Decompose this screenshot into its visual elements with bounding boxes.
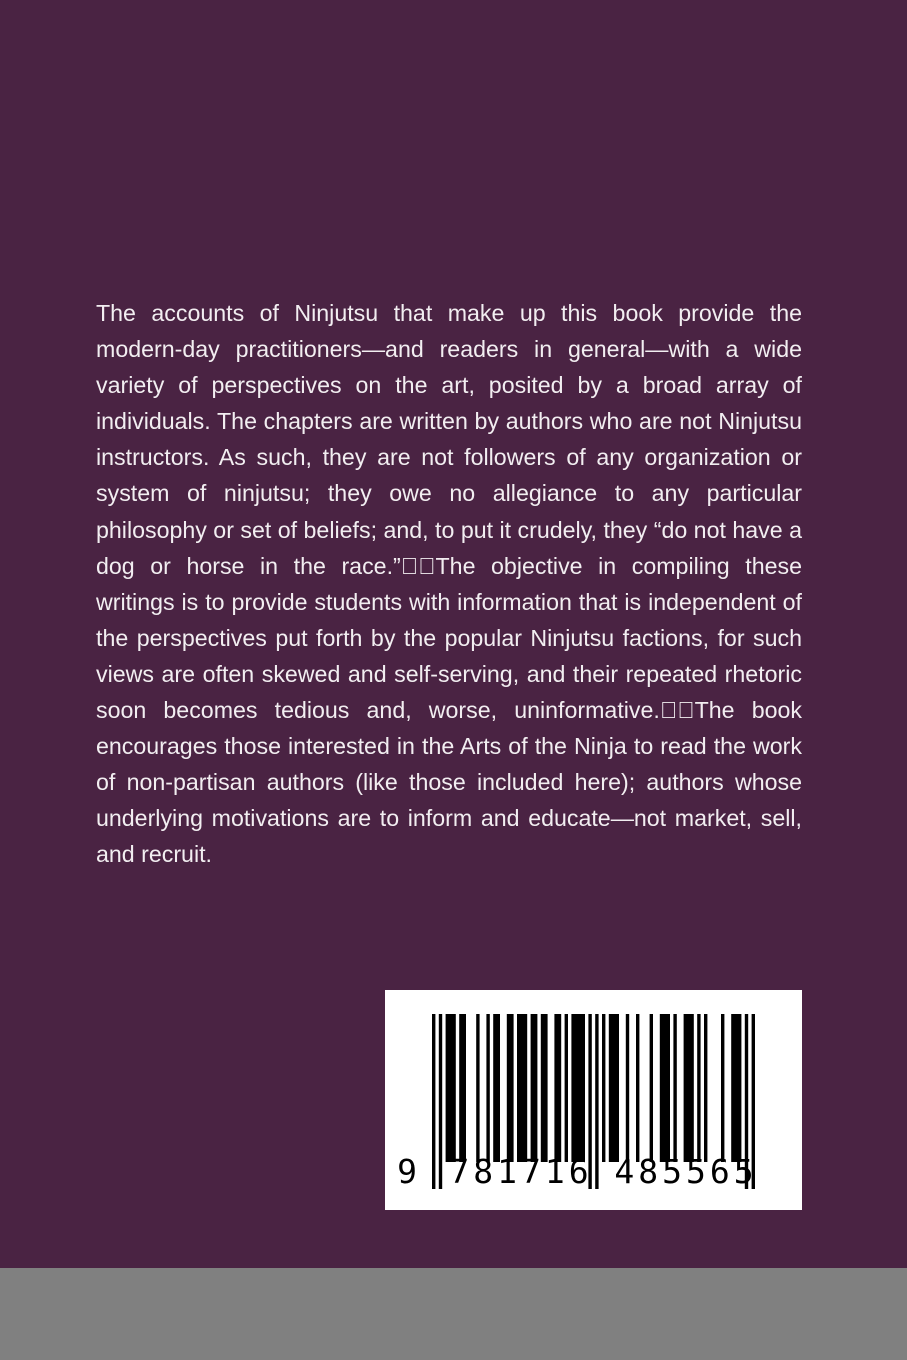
barcode-bar (507, 1014, 514, 1162)
barcode-bar (650, 1014, 653, 1162)
barcode-digit-first: 9 (397, 1152, 417, 1191)
barcode-digits-right: 485565 (614, 1152, 758, 1191)
barcode-bar (565, 1014, 568, 1162)
barcode-bar (609, 1014, 619, 1162)
barcode-bar (571, 1014, 585, 1162)
barcode-bar (697, 1014, 700, 1162)
barcode-bar (626, 1014, 629, 1162)
barcode-bar (602, 1014, 605, 1162)
isbn-barcode (385, 990, 802, 1210)
barcode-guard-bar (439, 1014, 442, 1189)
barcode-digits-left: 781716 (449, 1152, 593, 1191)
barcode-bar (731, 1014, 741, 1162)
page-bottom-band (0, 1268, 907, 1360)
barcode-bar (486, 1014, 489, 1162)
barcode-bar (531, 1014, 538, 1162)
barcode-bar (459, 1014, 466, 1162)
barcode-bar (476, 1014, 479, 1162)
barcode-bar (493, 1014, 500, 1162)
barcode-bar (554, 1014, 561, 1162)
barcode-bar (673, 1014, 676, 1162)
barcode-bar (517, 1014, 527, 1162)
barcode-bar (446, 1014, 456, 1162)
barcode-bar (704, 1014, 707, 1162)
barcode-bar (636, 1014, 639, 1162)
barcode-bar (541, 1014, 548, 1162)
barcode-guard-bar (595, 1014, 598, 1189)
barcode-graphic (385, 990, 802, 1210)
barcode-bar (660, 1014, 670, 1162)
barcode-bar (721, 1014, 724, 1162)
barcode-bar (684, 1014, 694, 1162)
back-cover-blurb: The accounts of Ninjutsu that make up this book provide the modern-day practitioners—and readers in general—with a wide variety of perspectives on the art, posited by a broad array of individuals. The chapters are written by authors who are not Ninjutsu instructors. As such, they are not followers of any organization or system of ninjutsu; they owe no allegiance to any particular philosophy or set of beliefs; and, to put it crudely, they “do not have a dog or horse in the race.”  The objective in compiling these writings is to provide students with information that is independent of the perspectives put forth by the popular Ninjutsu factions, for such views are often skewed and self-serving, and their repeated rhetoric soon becomes tedious and, worse, uninformative.  The book encourages those interested in the Arts of the Ninja to read the work of non-partisan authors (like those included here); authors whose underlying motivations are to inform and educate—not market, sell, and recruit. (96, 300, 802, 868)
barcode-guard-bar (432, 1014, 435, 1189)
